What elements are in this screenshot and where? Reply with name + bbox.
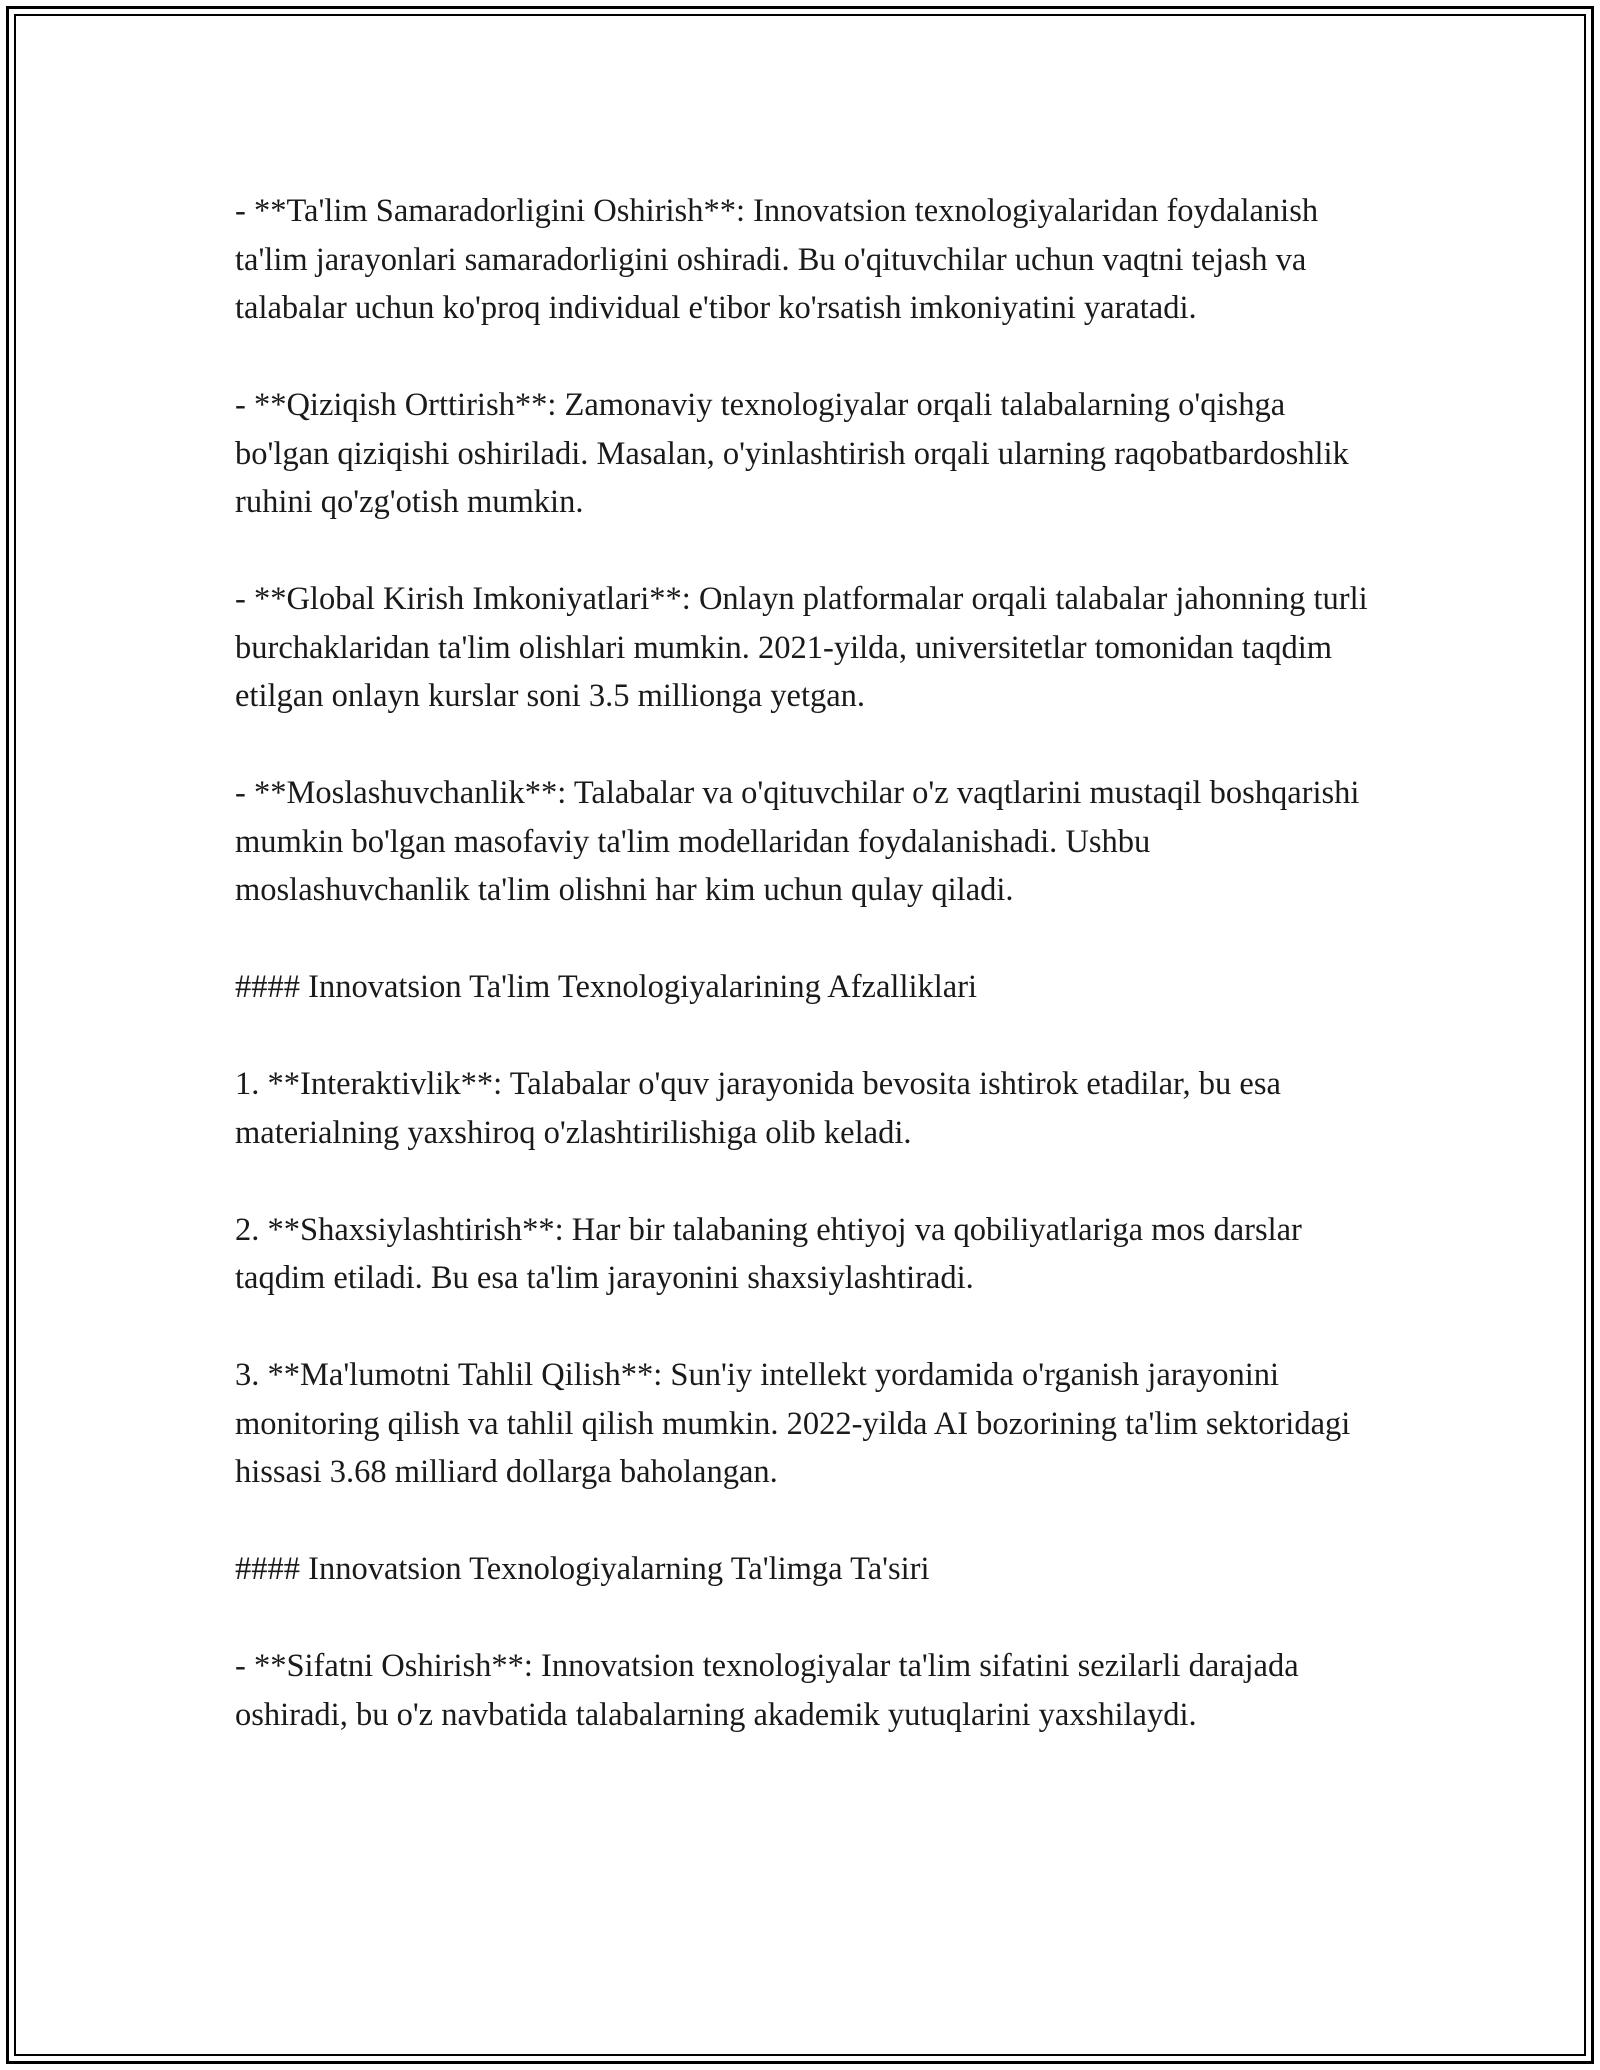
document-body bbox=[235, 187, 1375, 1739]
paragraph-qiziqish-orttirish: - **Qiziqish Orttirish**: Zamonaviy texnologiyalar orqali talabalarning o'qishga bo'lgan qiziqishi oshiriladi. Masalan, o'yinlashtirish orqali ularning raqobatbardoshlik ruhini qo'zg'otish mumkin. bbox=[235, 387, 1349, 520]
section-heading-tasiri: #### Innovatsion Texnologiyalarning Ta'limga Ta'siri bbox=[235, 1551, 930, 1587]
paragraph-talim-samaradorligi: - **Ta'lim Samaradorligini Oshirish**: Innovatsion texnologiyalaridan foydalanish ta'lim jarayonlari samaradorligini oshiradi. Bu o'qituvchilar uchun vaqtni tejash va talabalar uchun ko'proq individual e'tibor ko'rsatish imkoniyatini yaratadi. bbox=[235, 193, 1319, 326]
paragraph-sifatni-oshirish: - **Sifatni Oshirish**: Innovatsion texnologiyalar ta'lim sifatini sezilarli darajada oshiradi, bu o'z navbatida talabalarning akademik yutuqlarini yaxshilaydi. bbox=[235, 1648, 1299, 1733]
list-item-shaxsiylashtirish: 2. **Shaxsiylashtirish**: Har bir talabaning ehtiyoj va qobiliyatlariga mos darslar taqdim etiladi. Bu esa ta'lim jarayonini shaxsiylashtiradi. bbox=[235, 1211, 1302, 1296]
list-item-interaktivlik: 1. **Interaktivlik**: Talabalar o'quv jarayonida bevosita ishtirok etadilar, bu esa materialning yaxshiroq o'zlashtirilishiga olib keladi. bbox=[235, 1066, 1281, 1151]
paragraph-global-kirish: - **Global Kirish Imkoniyatlari**: Onlayn platformalar orqali talabalar jahonning turli burchaklaridan ta'lim olishlari mumkin. 2021-yilda, universitetlar tomonidan taqdim etilgan onlayn kurslar soni 3.5 millionga yetgan. bbox=[235, 581, 1368, 714]
section-heading-afzalliklar: #### Innovatsion Ta'lim Texnologiyalarining Afzalliklari bbox=[235, 969, 978, 1005]
paragraph-moslashuvchanlik: - **Moslashuvchanlik**: Talabalar va o'qituvchilar o'z vaqtlarini mustaqil boshqarishi mumkin bo'lgan masofaviy ta'lim modellaridan foydalanishadi. Ushbu moslashuvchanlik ta'lim olishni har kim uchun qulay qiladi. bbox=[235, 775, 1360, 908]
list-item-malumot-tahlil: 3. **Ma'lumotni Tahlil Qilish**: Sun'iy intellekt yordamida o'rganish jarayonini monitoring qilish va tahlil qilish mumkin. 2022-yilda AI bozorining ta'lim sektoridagi hissasi 3.68 milliard dollarga baholangan. bbox=[235, 1357, 1351, 1490]
